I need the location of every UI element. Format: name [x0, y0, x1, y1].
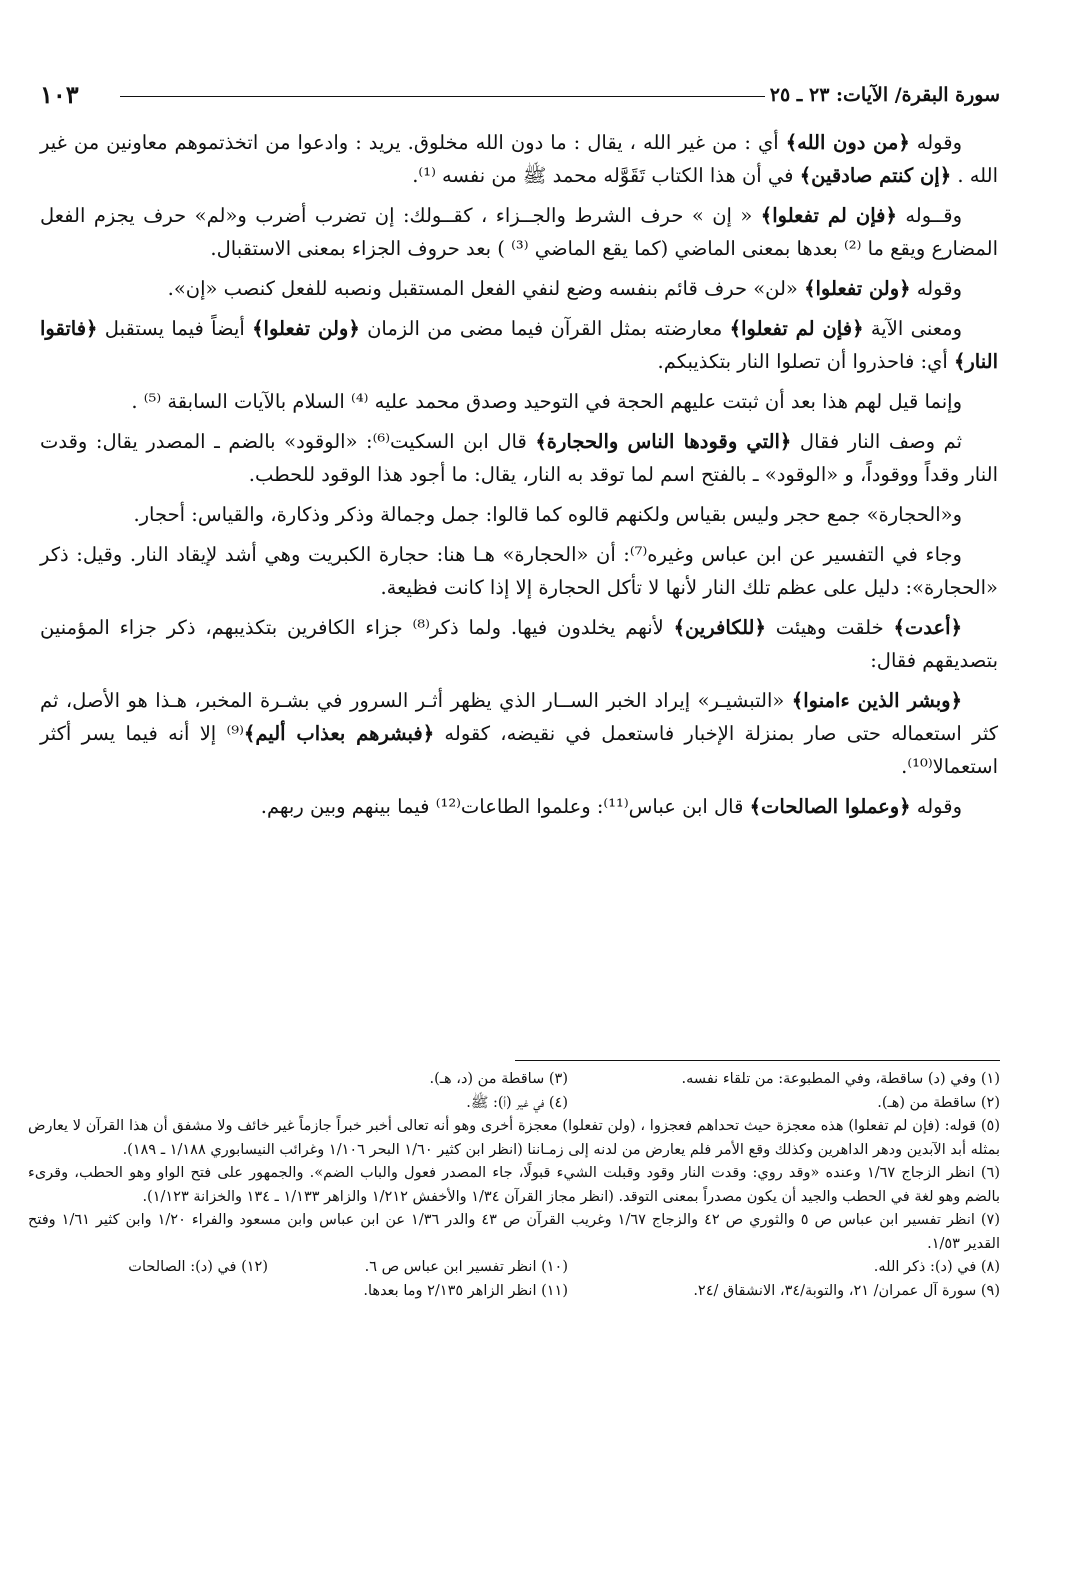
paragraph-7 [40, 498, 998, 531]
quran-phrase: ﴿وبشر الذين ءامنوا﴾ [791, 689, 962, 712]
text-segment: قال ابن السكيت⁽⁶⁾: «الوقود» بالضم ـ المصدر يقال: وقدت النار وقداً ووقوداً، و «الوقود» ـ بالفتح اسم لما توقد به النار، يقال: ما أجود هذا الوقود للحطب. [40, 430, 998, 486]
footnote-12: (١٢) في (د): الصالحات [128, 1259, 268, 1275]
text-segment: و«الحجارة» جمع حجر وليس بقياس ولكنهم قالوه كما قالوا: جمل وجمالة وذكر وذكارة، والقياس: أحجار. [133, 503, 962, 526]
text-segment: «التبشيـر» إيراد الخبر الســار الذي يظهر أثـر السرور في بشـرة المخبر، هـذا هو الأصل، ثم كثر استعماله حتى صار بمنزلة الإخبار فاستعمل في نقيضه، كقوله [40, 689, 998, 745]
paragraph-11 [40, 790, 998, 823]
footnote-row-9 [28, 1280, 1000, 1304]
quran-phrase: ﴿وعملوا الصالحات﴾ [749, 795, 911, 818]
footnote-row-8 [28, 1256, 1000, 1280]
paragraph-3 [40, 272, 998, 305]
surah-title: سورة البقرة/ الآيات: ٢٣ ـ ٢٥ [769, 84, 1000, 106]
text-segment: ثم وصف النار فقال [791, 430, 963, 453]
footnote-1: (١) وفي (د) ساقطة، وفي المطبوعة: من تلقاء نفسه. [681, 1071, 1000, 1087]
text-segment: ومعنى الآية [863, 317, 962, 340]
footnote-6: (٦) انظر الزجاج ١/٦٧ وعنده «وقد روي: وقدت النار وقود وقبلت الشيء قبولًا، جاء المصدر فعول والباب الضم». والجمهور على فتح الواو وهو الحطب، وقرىء بالضم وهو لغة في الحطب والجيد أن يكون مصدراً بمعنى التوقد. (انظر مجاز القرآن ١/٣٤ والأخفش ١/٢١٢ والزاهر ١/١٣٣ ـ ١٣٤ والخزانة ١/١٢٣). [28, 1165, 1000, 1205]
text-segment: أيضاً فيما يستقبل [97, 317, 253, 340]
text-segment: وقوله [910, 795, 962, 818]
text-segment: معارضته بمثل القرآن فيما مضى من الزمان [359, 317, 730, 340]
text-segment: وجاء في التفسير عن ابن عباس وغيره⁽⁷⁾: أن «الحجارة» هـا هنا: حجارة الكبريت وهي أشد لإيقاد النار. وقيل: ذكر «الحجارة»: دليل على عظم تلك النار لأنها لا تأكل الحجارة إلا إذا كانت فظيعة. [40, 543, 998, 599]
paragraph-1 [40, 126, 998, 192]
page-header [40, 80, 1000, 116]
page-number: ١٠٣ [40, 80, 79, 109]
footnote-10: (١٠) انظر تفسير ابن عباس ص ٦. [364, 1259, 568, 1275]
quran-phrase: ﴿فاتقوا النار﴾ [40, 317, 998, 373]
paragraph-2 [40, 199, 998, 265]
footnote-9: (٩) سورة آل عمران/ ٢١، والتوبة/٣٤، الانشقاق /٢٤. [693, 1282, 1000, 1299]
footnote-4: (٤) في غير (أ): ﷺ. [466, 1094, 568, 1111]
quran-phrase: ﴿ولن تفعلوا﴾ [252, 317, 360, 340]
footnote-row-2 [28, 1092, 1000, 1116]
quran-phrase: ﴿من دون الله﴾ [785, 131, 910, 154]
quran-phrase: ﴿إن كنتم صادقين﴾ [799, 164, 952, 187]
text-segment: « إن » حرف الشرط والجــزاء ، كقــولك: إن تضرب أضرب و«لم» حرف يجزم الفعل المضارع ويقع ما ⁽²⁾ بعدها بمعنى الماضي (كما يقع الماضي ⁽³⁾ ) بعد حروف الجزاء بمعنى الاستقبال. [40, 204, 998, 260]
quran-phrase: ﴿فبشرهم بعذاب أليم﴾ [243, 722, 435, 745]
quran-phrase: ﴿ولن تفعلوا﴾ [804, 277, 911, 300]
footnote-11: (١١) انظر الزاهر ٢/١٣٥ وما بعدها. [363, 1282, 568, 1299]
quran-phrase: ﴿فإن لم تفعلوا﴾ [760, 204, 897, 227]
main-text [40, 126, 998, 830]
footnote-3: (٣) ساقطة من (د، هـ). [429, 1071, 568, 1087]
paragraph-10 [40, 684, 998, 783]
text-segment: قال ابن عباس⁽¹¹⁾: وعلموا الطاعات⁽¹²⁾ فيما بينهم وبين ربهم. [260, 795, 750, 818]
text-segment: وقوله [910, 277, 962, 300]
text-segment: ⁽⁹⁾ إلا أنه فيما يسر أكثر استعمالا⁽¹⁰⁾. [40, 722, 998, 778]
header-rule [120, 96, 765, 97]
footnote-separator [515, 1060, 1000, 1061]
footnote-2: (٢) ساقطة من (هـ). [877, 1094, 1000, 1111]
quran-phrase: ﴿التي وقودها الناس والحجارة﴾ [535, 430, 792, 453]
footnotes [28, 1068, 1000, 1303]
footnote-8: (٨) في (د): ذكر الله. [873, 1259, 1000, 1275]
text-segment: في أن هذا الكتاب تَقَوَّله محمد ﷺ من نفسه ⁽¹⁾. [412, 164, 800, 187]
text-segment: وإنما قيل لهم هذا بعد أن ثبتت عليهم الحجة في التوحيد وصدق محمد عليه ⁽⁴⁾ السلام بالآيات السابقة ⁽⁵⁾ . [131, 390, 962, 413]
text-segment: لأنهم يخلدون فيها. ولما ذكر⁽⁸⁾ جزاء الكافرين بتكذيبهم، ذكر جزاء المؤمنين بتصديقهم فقال: [40, 616, 998, 672]
quran-phrase: ﴿فإن لم تفعلوا﴾ [729, 317, 864, 340]
text-segment: أي : من غير الله ، يقال : ما دون الله مخلوق. يريد : وادعوا من اتخذتموهم معاونين من غير الله . [40, 131, 998, 187]
text-segment: وقــوله [896, 204, 962, 227]
text-segment: خلقت وهيئت [765, 616, 894, 639]
paragraph-8 [40, 538, 998, 604]
footnote-5: (٥) قوله: (فإن لم تفعلوا) هذه معجزة حيث تحداهم فعجزوا ، (ولن تفعلوا) معجزة أخرى وهو أنه تعالى أخبر خبراً جازماً غير خائف ولا مشفق أن هذا القرآن لا يعارض بمثله أبد الآبدين ودهر الداهرين وكذلك وقع الأمر فلم يعارض من لدنه إلى زمـاننا (انظر ابن كثير ١/٦٠ البحر ١/١٠٦ وغرائب النيسابوري ١/١٨٨ ـ ١٨٩). [28, 1118, 1000, 1158]
text-segment: «لن» حرف قائم بنفسه وضع لنفي الفعل المستقبل ونصبه للفعل كنصب «إن». [167, 277, 805, 300]
quran-phrase: ﴿أعدت﴾ [893, 616, 962, 639]
text-segment: أي: فاحذروا أن تصلوا النار بتكذيبكم. [657, 350, 954, 373]
quran-phrase: ﴿للكافرين﴾ [673, 616, 766, 639]
paragraph-9 [40, 611, 998, 677]
paragraph-5 [40, 385, 998, 418]
footnote-7: (٧) انظر تفسير ابن عباس ص ٥ والثوري ص ٤٢ والزجاج ١/٦٧ وغريب القرآن ص ٤٣ والدر ١/٣٦ عن ابن عباس وابن مسعود والفراء ١/٢٠ وابن كثير ١/٦١ وفتح القدير ١/٥٣. [28, 1212, 1000, 1252]
paragraph-6 [40, 425, 998, 491]
text-segment: وقوله [909, 131, 962, 154]
footnote-row-1 [28, 1068, 1000, 1092]
paragraph-4 [40, 312, 998, 378]
